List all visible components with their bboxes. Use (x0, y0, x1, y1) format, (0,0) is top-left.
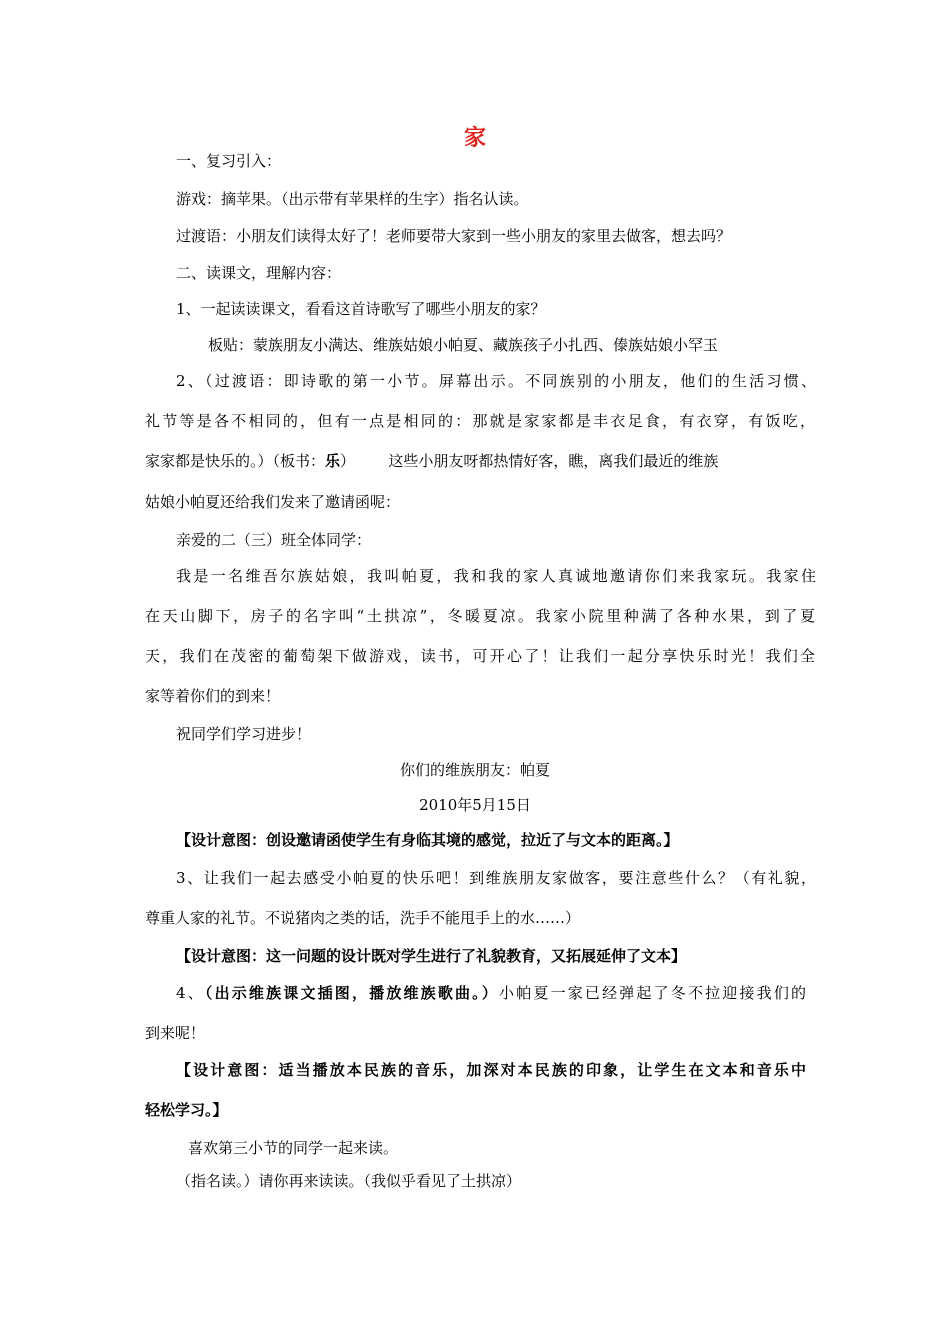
letter-date: 2010年5月15日 (419, 796, 531, 814)
paragraph-line: 1、一起读读课文，看看这首诗歌写了哪些小朋友的家？ (176, 300, 546, 318)
design-intent-note: 轻松学习。】 (145, 1101, 228, 1119)
paragraph-line: 2、（过渡语：即诗歌的第一小节。屏幕出示。不同族别的小朋友，他们的生活习惯、 (176, 372, 816, 390)
paragraph-line (176, 983, 806, 1003)
letter-body-line: 家等着你们的到来！ (145, 687, 281, 705)
bold-text: （出示维族课文插图，播放维族歌曲。） (204, 984, 500, 1002)
letter-signature: 你们的维族朋友：帕夏 (399, 761, 550, 779)
line-text: ） 这些小朋友呀都热情好客，瞧，离我们最近的维族 (340, 452, 719, 470)
letter-body-line: 在天山脚下，房子的名字叫“土拱凉”，冬暖夏凉。我家小院里种满了各种水果，到了夏 (145, 607, 815, 625)
letter-body-line: 天，我们在茂密的葡萄架下做游戏，读书，可开心了！让我们一起分享快乐时光！我们全 (145, 647, 815, 665)
page-title: 家 (463, 126, 486, 151)
paragraph-line: 礼节等是各不相同的，但有一点是相同的：那就是家家都是丰衣足食，有衣穿，有饭吃， (145, 412, 815, 430)
paragraph-line: 游戏：摘苹果。（出示带有苹果样的生字）指名认读。 (176, 190, 529, 208)
paragraph-line: 喜欢第三小节的同学一起来读。 (188, 1139, 399, 1157)
line-text: 家家都是快乐的。）（板书： (145, 452, 326, 470)
section-heading: 一、复习引入： (176, 152, 282, 170)
paragraph-line (145, 451, 815, 471)
paragraph-line: 过渡语：小朋友们读得太好了！老师要带大家到一些小朋友的家里去做客，想去吗？ (176, 227, 732, 245)
section-heading: 二、读课文，理解内容： (176, 264, 342, 282)
design-intent-note: 【设计意图：这一问题的设计既对学生进行了礼貌教育，又拓展延伸了文本】 (176, 947, 687, 965)
paragraph-line: 姑娘小帕夏还给我们发来了邀请函呢： (145, 493, 401, 511)
bold-text: 乐 (325, 452, 341, 470)
paragraph-line: 尊重人家的礼节。不说猪肉之类的话，洗手不能甩手上的水……） (145, 909, 581, 927)
paragraph-line: （指名读。）请你再来读读。（我似乎看见了土拱凉） (176, 1172, 522, 1190)
line-text: 4、 (176, 984, 205, 1002)
paragraph-line: 板贴：蒙族朋友小满达、维族姑娘小帕夏、藏族孩子小扎西、傣族姑娘小罕玉 (208, 336, 719, 354)
letter-body-line: 我是一名维吾尔族姑娘，我叫帕夏，我和我的家人真诚地邀请你们来我家玩。我家住 (176, 567, 816, 585)
line-text: 小帕夏一家已经弹起了冬不拉迎接我们的 (499, 984, 806, 1002)
paragraph-line: 3、让我们一起去感受小帕夏的快乐吧！到维族朋友家做客，要注意些什么？（有礼貌， (176, 869, 816, 887)
design-intent-note: 【设计意图：创设邀请函使学生有身临其境的感觉，拉近了与文本的距离。】 (176, 831, 679, 849)
letter-closing: 祝同学们学习进步！ (176, 725, 312, 743)
letter-salutation: 亲爱的二（三）班全体同学： (176, 531, 372, 549)
design-intent-note: 【设计意图：适当播放本民族的音乐，加深对本民族的印象，让学生在文本和音乐中 (176, 1061, 806, 1079)
paragraph-line: 到来呢！ (145, 1024, 206, 1042)
